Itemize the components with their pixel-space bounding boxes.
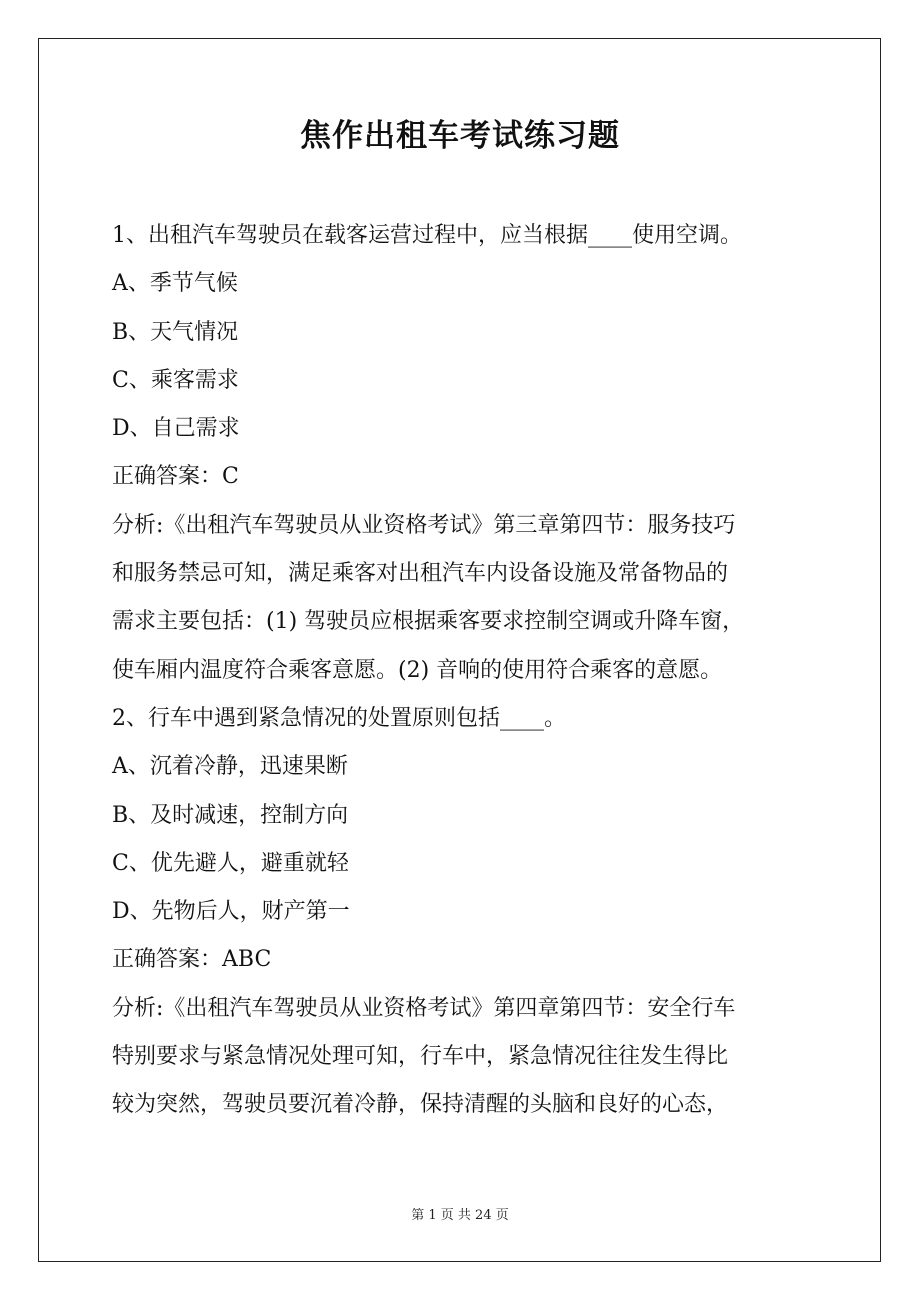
- question-2-option-b: B、及时减速，控制方向: [112, 802, 349, 828]
- question-2-answer: 正确答案：ABC: [112, 947, 272, 973]
- question-2-analysis-line: 较为突然，驾驶员要沉着冷静，保持清醒的头脑和良好的心态，: [112, 1092, 729, 1118]
- question-1-answer: 正确答案：C: [112, 464, 239, 490]
- document-body: [112, 212, 824, 1130]
- question-1-analysis-line: 分析:《出租汽车驾驶员从业资格考试》第三章第四节：服务技巧: [112, 512, 736, 538]
- question-1-analysis-line: 和服务禁忌可知，满足乘客对出租汽车内设备设施及常备物品的: [112, 561, 729, 587]
- document-title: 焦作出租车考试练习题: [300, 118, 620, 154]
- page-number-footer: 第 1 页 共 24 页: [411, 1208, 509, 1223]
- question-1-option-a: A、季节气候: [112, 271, 238, 297]
- question-2-option-d: D、先物后人，财产第一: [112, 899, 350, 925]
- question-1-option-d: D、自己需求: [112, 416, 240, 442]
- question-2-option-c: C、优先避人，避重就轻: [112, 850, 349, 876]
- question-1-option-b: B、天气情况: [112, 319, 239, 345]
- question-2-analysis-line: 分析:《出租汽车驾驶员从业资格考试》第四章第四节：安全行车: [112, 995, 736, 1021]
- question-2-option-a: A、沉着冷静，迅速果断: [112, 754, 348, 780]
- question-1-option-c: C、乘客需求: [112, 367, 239, 393]
- question-1-stem: 1、出租汽车驾驶员在载客运营过程中，应当根据____使用空调。: [112, 223, 742, 248]
- question-1-analysis-line: 使车厢内温度符合乘客意愿。(2) 音响的使用符合乘客的意愿。: [112, 657, 723, 683]
- question-1-analysis-line: 需求主要包括：(1) 驾驶员应根据乘客要求控制空调或升降车窗，: [112, 609, 745, 635]
- question-2-analysis-line: 特别要求与紧急情况处理可知，行车中，紧急情况往往发生得比: [112, 1044, 729, 1070]
- question-2-stem: 2、行车中遇到紧急情况的处置原则包括____。: [112, 705, 566, 731]
